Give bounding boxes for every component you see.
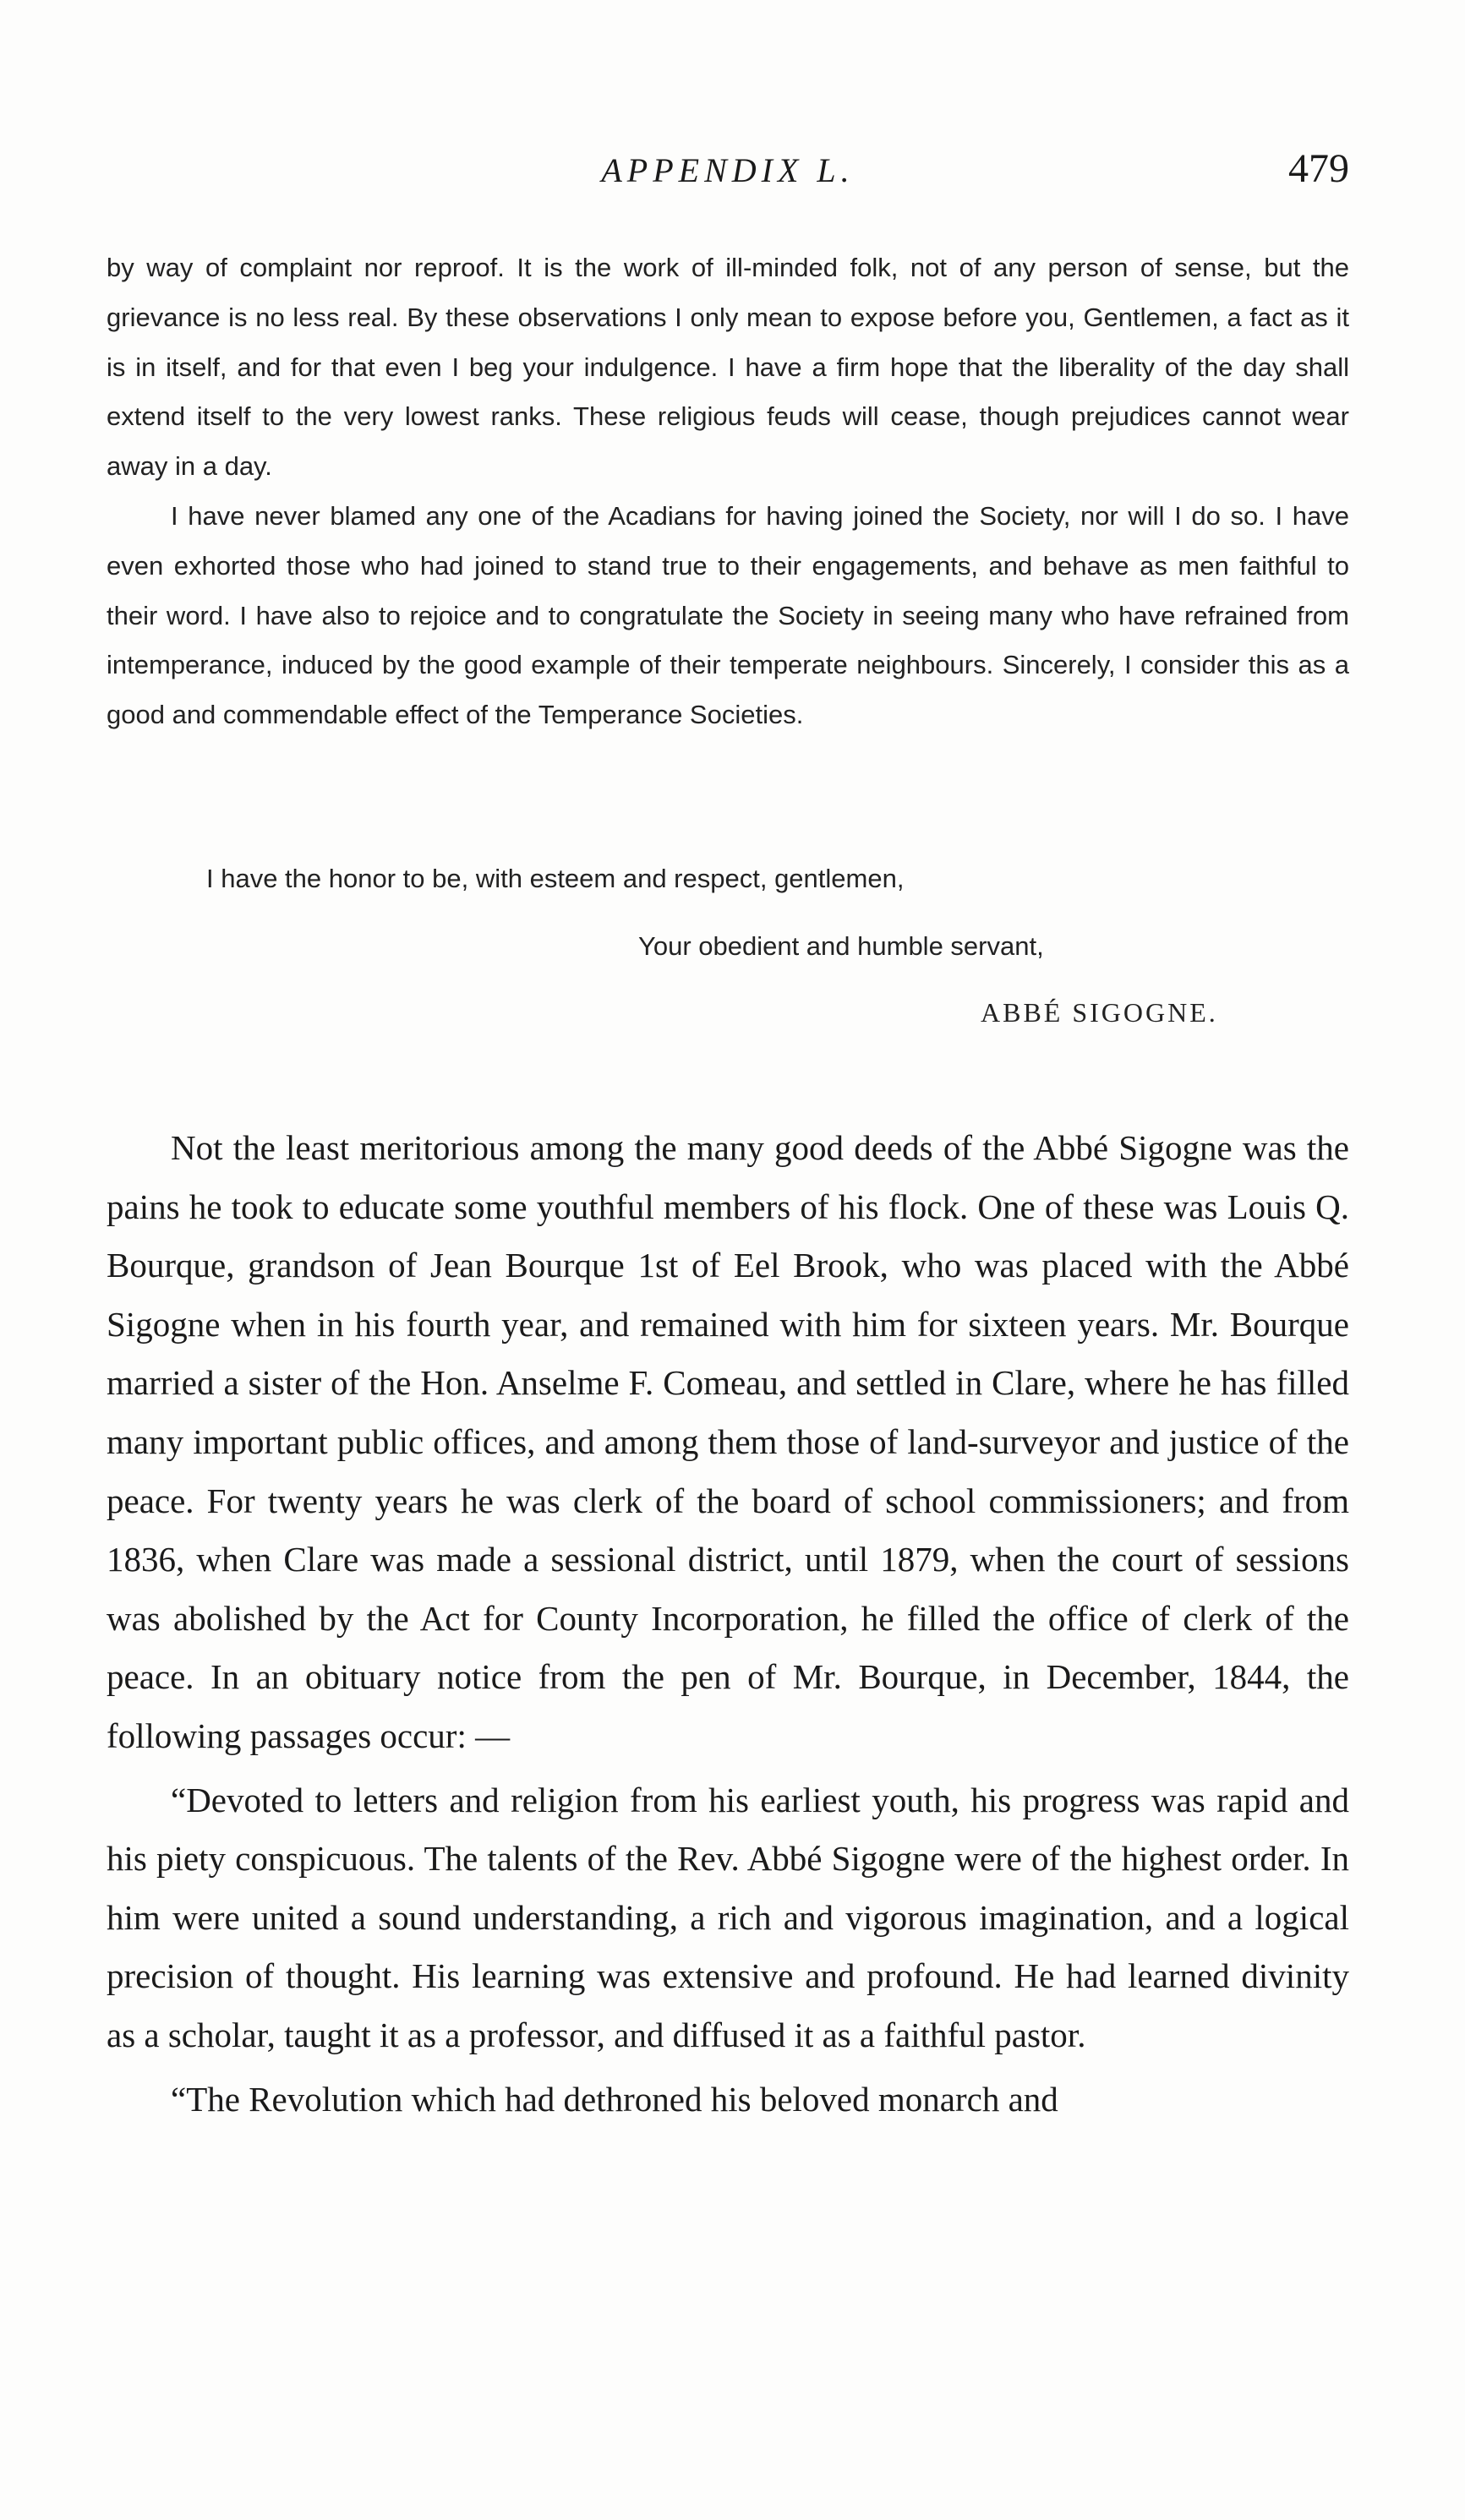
letter-paragraph: by way of complaint nor reproof. It is the work of ill-minded folk, not of any person of sense, but the grievance is no less real. By these observations I only mean to expose before you, Gentlemen, a fact as it is in itself, and for that even I beg your indulgence. I have a firm hope that the liberality of the day shall extend itself to the very lowest ranks. These religious feuds will cease, though prejudices cannot wear away in a day. <box>107 253 1349 482</box>
letter-valediction: Your obedient and humble servant, <box>638 931 1044 961</box>
letter-paragraph: I have never blamed any one of the Acadians for having joined the Society, nor will I do so. I have even exhorted those who had joined to stand true to their engagements, and behave as men faithful to their word. I have also to rejoice and to congratulate the Society in seeing many who have refrained from intemperance, induced by the good example of their temperate neighbours. Sincerely, I consider this as a good and commendable effect of the Temperance Societies. <box>107 500 1349 730</box>
letter-closing-line: I have the honor to be, with esteem and respect, gentlemen, <box>206 864 905 893</box>
letter-text <box>107 243 1349 740</box>
running-head <box>107 145 1349 196</box>
running-title: APPENDIX L. <box>601 151 855 189</box>
body-text <box>107 1119 1349 2129</box>
page-number: 479 <box>1288 146 1349 191</box>
body-paragraph-quote: “Devoted to letters and religion from his earliest youth, his progress was rapid and his piety conspicuous. The talents of the Rev. Abbé Sigogne were of the highest order. In him were united a sound understanding, a rich and vigorous imagination, and a logical precision of thought. His learning was extensive and profound. He had learned divinity as a scholar, taught it as a professor, and diffused it as a faithful pastor. <box>107 1780 1349 2054</box>
body-paragraph-quote: “The Revolution which had dethroned his beloved monarch and <box>171 2079 1058 2119</box>
body-paragraph: Not the least meritorious among the many good deeds of the Abbé Sigogne was the pains he took to educate some youthful members of his flock. One of these was Louis Q. Bourque, grandson of Jean Bourque 1st of Eel Brook, who was placed with the Abbé Sigogne when in his fourth year, and remained with him for sixteen years. Mr. Bourque married a sister of the Hon. Anselme F. Comeau, and settled in Clare, where he has filled many important public offices, and among them those of land-surveyor and justice of the peace. For twenty years he was clerk of the board of school commissioners; and from 1836, when Clare was made a sessional district, until 1879, when the court of sessions was abolished by the Act for County Incorporation, he filled the office of clerk of the peace. In an obituary notice from the pen of Mr. Bourque, in December, 1844, the following passages occur: — <box>107 1128 1349 1755</box>
letter-signature: ABBÉ SIGOGNE. <box>981 997 1218 1028</box>
